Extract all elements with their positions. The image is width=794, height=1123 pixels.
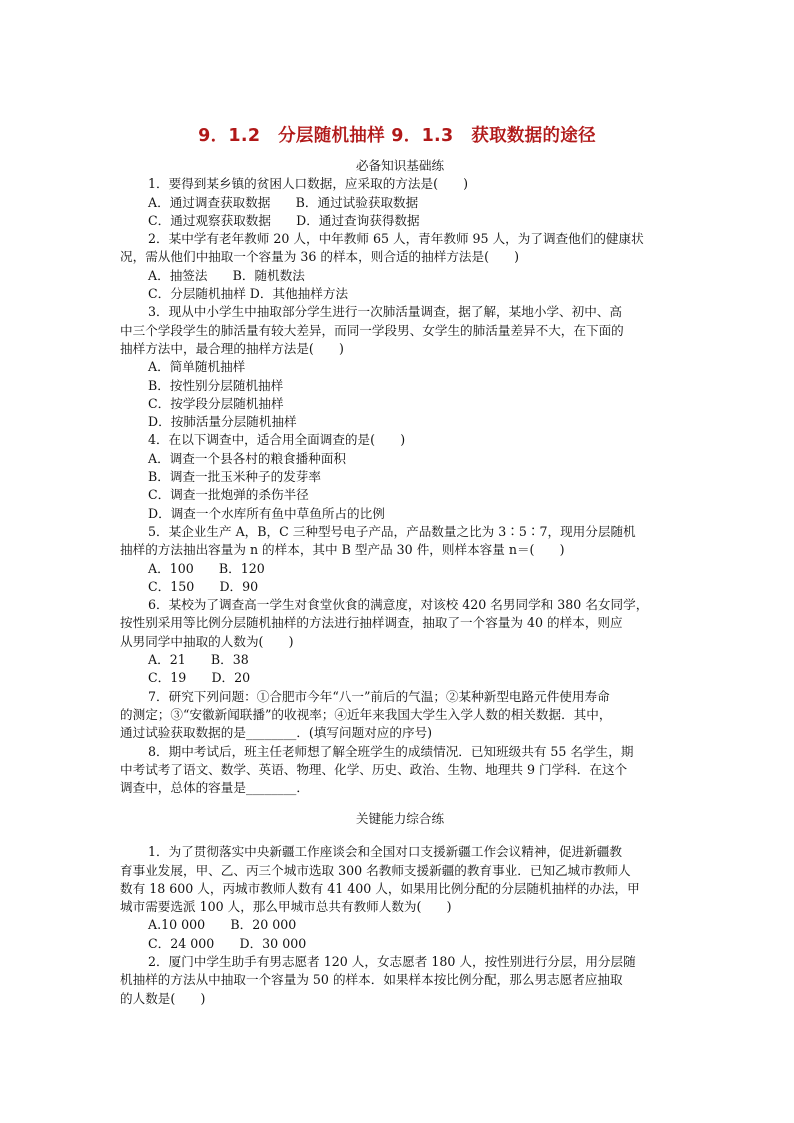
question-line: 调查中，总体的容量是________． bbox=[120, 780, 309, 796]
question-line: 的人数是( ) bbox=[120, 990, 206, 1006]
question-line: 8．期中考试后，班主任老师想了解全班学生的成绩情况．已知班级共有 55 名学生，期 bbox=[148, 743, 634, 759]
question-line: 通过试验获取数据的是________．(填写问题对应的序号) bbox=[120, 725, 433, 741]
option-line: D．调查一个水库所有鱼中草鱼所占的比例 bbox=[148, 505, 385, 521]
option-line: A．简单随机抽样 bbox=[148, 359, 246, 375]
question-line: 中考试考了语文、数学、英语、物理、化学、历史、政治、生物、地理共 9 门学科．在这个 bbox=[120, 761, 628, 777]
question-line: 的测定；③“安徽新闻联播”的收视率；④近年来我国大学生入学人数的相关数据．其中， bbox=[120, 706, 612, 722]
question-line: 按性别采用等比例分层随机抽样的方法进行抽样调查，抽取了一个容量为 40 的样本，则应 bbox=[120, 615, 623, 631]
section-heading: 关键能力综合练 bbox=[355, 811, 445, 826]
page-title: 9．1.2 分层随机抽样 9．1.3 获取数据的途径 bbox=[198, 126, 596, 146]
question-line: 1．为了贯彻落实中央新疆工作座谈会和全国对口支援新疆工作会议精神，促进新疆教 bbox=[148, 844, 622, 860]
question-line: 5．某企业生产 A，B，C 三种型号电子产品，产品数量之比为 3∶5∶7，现用分层随机 bbox=[148, 523, 636, 539]
question-line: 从男同学中抽取的人数为( ) bbox=[120, 633, 294, 649]
option-line: B．调查一批玉米种子的发芽率 bbox=[148, 469, 321, 485]
section-heading: 必备知识基础练 bbox=[355, 158, 445, 173]
question-line: 育事业发展，甲、乙、丙三个城市选取 300 名教师支援新疆的教育事业．已知乙城市教师人 bbox=[120, 862, 631, 878]
option-line: C．24 000 D．30 000 bbox=[148, 935, 307, 951]
question-line: 4．在以下调查中，适合用全面调查的是( ) bbox=[148, 432, 406, 448]
option-line: A．21 B．38 bbox=[148, 652, 249, 668]
option-line: C．按学段分层随机抽样 bbox=[148, 395, 284, 411]
question-line: 3．现从中小学生中抽取部分学生进行一次肺活量调查，据了解，某地小学、初中、高 bbox=[148, 304, 622, 320]
question-line: 机抽样的方法从中抽取一个容量为 50 的样本．如果样本按比例分配，那么男志愿者应抽取 bbox=[120, 972, 623, 988]
option-line: A．抽签法 B．随机数法 bbox=[148, 267, 305, 283]
section-key-ability bbox=[120, 810, 680, 1008]
question-line: 城市需要选派 100 人，那么甲城市总共有教师人数为( ) bbox=[120, 899, 452, 915]
section-basic-practice bbox=[120, 157, 680, 797]
question-line: 6．某校为了调查高一学生对食堂伙食的满意度，对该校 420 名男同学和 380 名女同学， bbox=[148, 597, 649, 613]
option-line: A．调查一个县各村的粮食播种面积 bbox=[148, 450, 347, 466]
question-line: 2．厦门中学生助手有男志愿者 120 人，女志愿者 180 人，按性别进行分层，用分层随 bbox=[148, 954, 636, 970]
option-line: C．分层随机抽样 D．其他抽样方法 bbox=[148, 286, 349, 302]
option-line: A.10 000 B．20 000 bbox=[148, 917, 297, 933]
option-line: C．150 D．90 bbox=[148, 578, 259, 594]
question-line: 况，需从他们中抽取一个容量为 36 的样本，则合适的抽样方法是( ) bbox=[120, 249, 520, 265]
option-line: C．19 D．20 bbox=[148, 670, 251, 686]
question-line: 抽样方法中，最合理的抽样方法是( ) bbox=[120, 340, 344, 356]
option-line: B．按性别分层随机抽样 bbox=[148, 377, 284, 393]
question-line: 7．研究下列问题：①合肥市今年“八一”前后的气温；②某种新型电路元件使用寿命 bbox=[148, 688, 610, 704]
option-line: A．100 B．120 bbox=[148, 560, 265, 576]
question-line: 抽样的方法抽出容量为 n 的样本，其中 B 型产品 30 件，则样本容量 n＝( ) bbox=[120, 542, 565, 558]
question-line: 2．某中学有老年教师 20 人，中年教师 65 人，青年教师 95 人，为了调查他们的健康状 bbox=[148, 231, 644, 247]
question-line: 中三个学段学生的肺活量有较大差异，而同一学段男、女学生的肺活量差异不大，在下面的 bbox=[120, 322, 624, 338]
option-line: D．按肺活量分层随机抽样 bbox=[148, 414, 297, 430]
option-line: A．通过调查获取数据 B．通过试验获取数据 bbox=[148, 194, 419, 210]
option-line: C．通过观察获取数据 D．通过查询获得数据 bbox=[148, 212, 420, 228]
question-line: 1．要得到某乡镇的贫困人口数据，应采取的方法是( ) bbox=[148, 176, 469, 192]
question-line: 数有 18 600 人，丙城市教师人数有 41 400 人，如果用比例分配的分层随机抽样的办法，甲 bbox=[120, 880, 640, 896]
option-line: C．调查一批炮弹的杀伤半径 bbox=[148, 487, 309, 503]
